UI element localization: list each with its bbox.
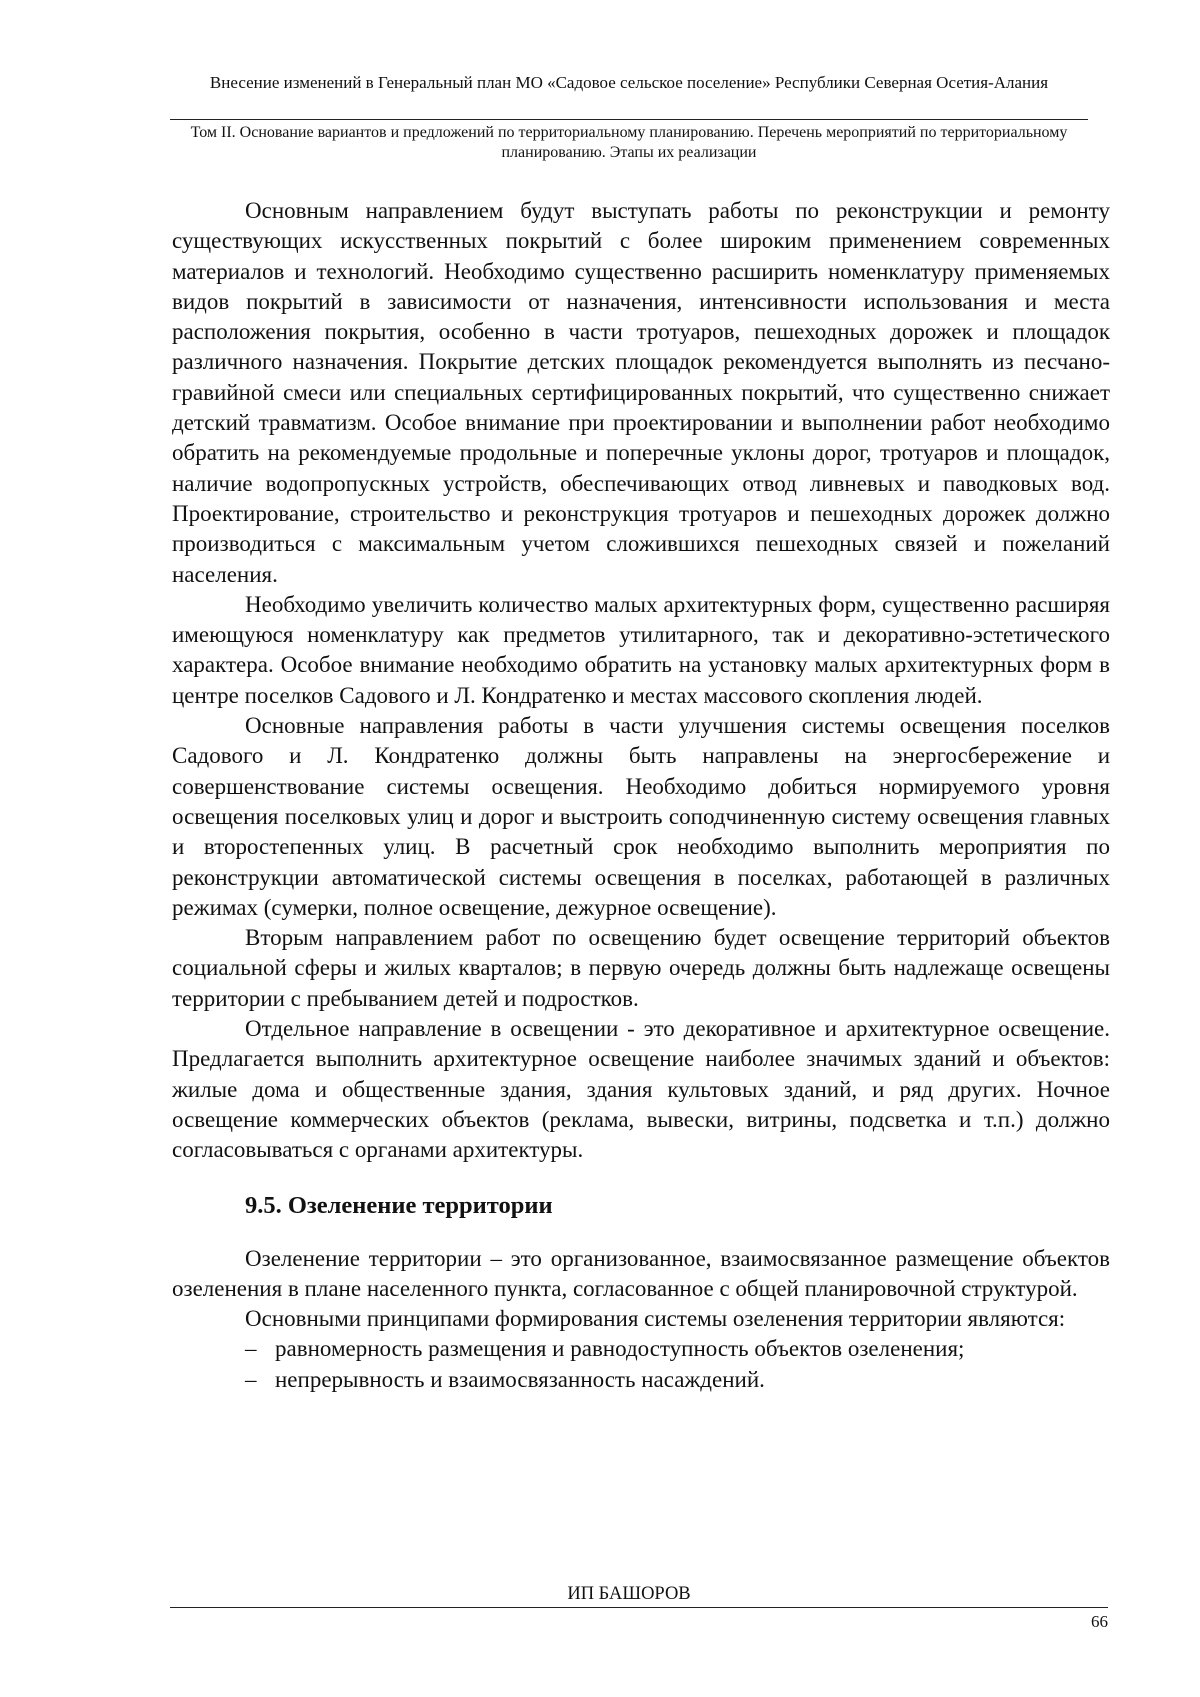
- footer-company: ИП БАШОРОВ: [567, 1584, 691, 1604]
- section-heading: 9.5. Озеленение территории: [245, 1191, 553, 1219]
- body-paragraph: Основным направлением будут выступать работы по реконструкции и ремонту существующих искусственных покрытий с более широким применением современных материалов и технологий. Необходимо существенно расширить номенклатуру применяемых видов покрытий в зависимости от назначения, интенсивности использования и места расположения покрытия, особенно в части тротуаров, пешеходных дорожек и площадок различного назначения. Покрытие детских площадок рекомендуется выполнять из песчано-гравийной смеси или специальных сертифицированных покрытий, что существенно снижает детский травматизм. Особое внимание при проектировании и выполнении работ необходимо обратить на рекомендуемые продольные и поперечные уклоны дорог, тротуаров и площадок, наличие водопропускных устройств, обеспечивающих отвод ливневых и паводковых вод. Проектирование, строительство и реконструкция тротуаров и пешеходных дорожек должно производиться с максимальным учетом сложившихся пешеходных связей и пожеланий населения.: [172, 198, 1110, 587]
- page-number: 66: [1091, 1612, 1108, 1631]
- section-paragraph: Основными принципами формирования системы озеленения территории являются:: [245, 1306, 1066, 1332]
- document-header-title: Внесение изменений в Генеральный план МО «Садовое сельское поселение» Республики Северная Осетия-Алания: [209, 73, 1049, 92]
- list-item: – непрерывность и взаимосвязанность насаждений.: [245, 1365, 1110, 1395]
- document-header-subtitle: Том II. Основание вариантов и предложений по территориальному планированию. Перечень мероприятий по территориальному планированию. Этапы их реализации: [190, 124, 1068, 161]
- body-paragraph: Основные направления работы в части улучшения системы освещения поселков Садового и Л. Кондратенко должны быть направлены на энергосбережение и совершенствование системы освещения. Необходимо добиться нормируемого уровня освещения поселковых улиц и дорог и выстроить соподчиненную систему освещения главных и второстепенных улиц. В расчетный срок необходимо выполнить мероприятия по реконструкции автоматической системы освещения в поселках, работающей в различных режимах (сумерки, полное освещение, дежурное освещение).: [172, 713, 1110, 920]
- section-paragraph: Озеленение территории – это организованное, взаимосвязанное размещение объектов озеленения в плане населенного пункта, согласованное с общей планировочной структурой.: [172, 1245, 1110, 1301]
- header-divider: [170, 119, 1088, 120]
- body-paragraph: Необходимо увеличить количество малых архитектурных форм, существенно расширяя имеющуюся номенклатуру как предметов утилитарного, так и декоративно-эстетического характера. Особое внимание необходимо обратить на установку малых архитектурных форм в центре поселков Садового и Л. Кондратенко и местах массового скопления людей.: [172, 591, 1110, 708]
- footer-divider: [170, 1607, 1108, 1608]
- list-item: – равномерность размещения и равнодоступность объектов озеленения;: [245, 1334, 1110, 1364]
- body-paragraph: Вторым направлением работ по освещению будет освещение территорий объектов социальной сферы и жилых кварталов; в первую очередь должны быть надлежаще освещены территории с пребыванием детей и подростков.: [172, 925, 1110, 1011]
- principles-list: [172, 1334, 1110, 1395]
- body-paragraph: Отдельное направление в освещении - это декоративное и архитектурное освещение. Предлагается выполнить архитектурное освещение наиболее значимых зданий и объектов: жилые дома и общественные здания, здания культовых зданий, и ряд других. Ночное освещение коммерческих объектов (реклама, вывески, витрины, подсветка и т.п.) должно согласовываться с органами архитектуры.: [172, 1016, 1110, 1163]
- page-content: [172, 196, 1110, 1395]
